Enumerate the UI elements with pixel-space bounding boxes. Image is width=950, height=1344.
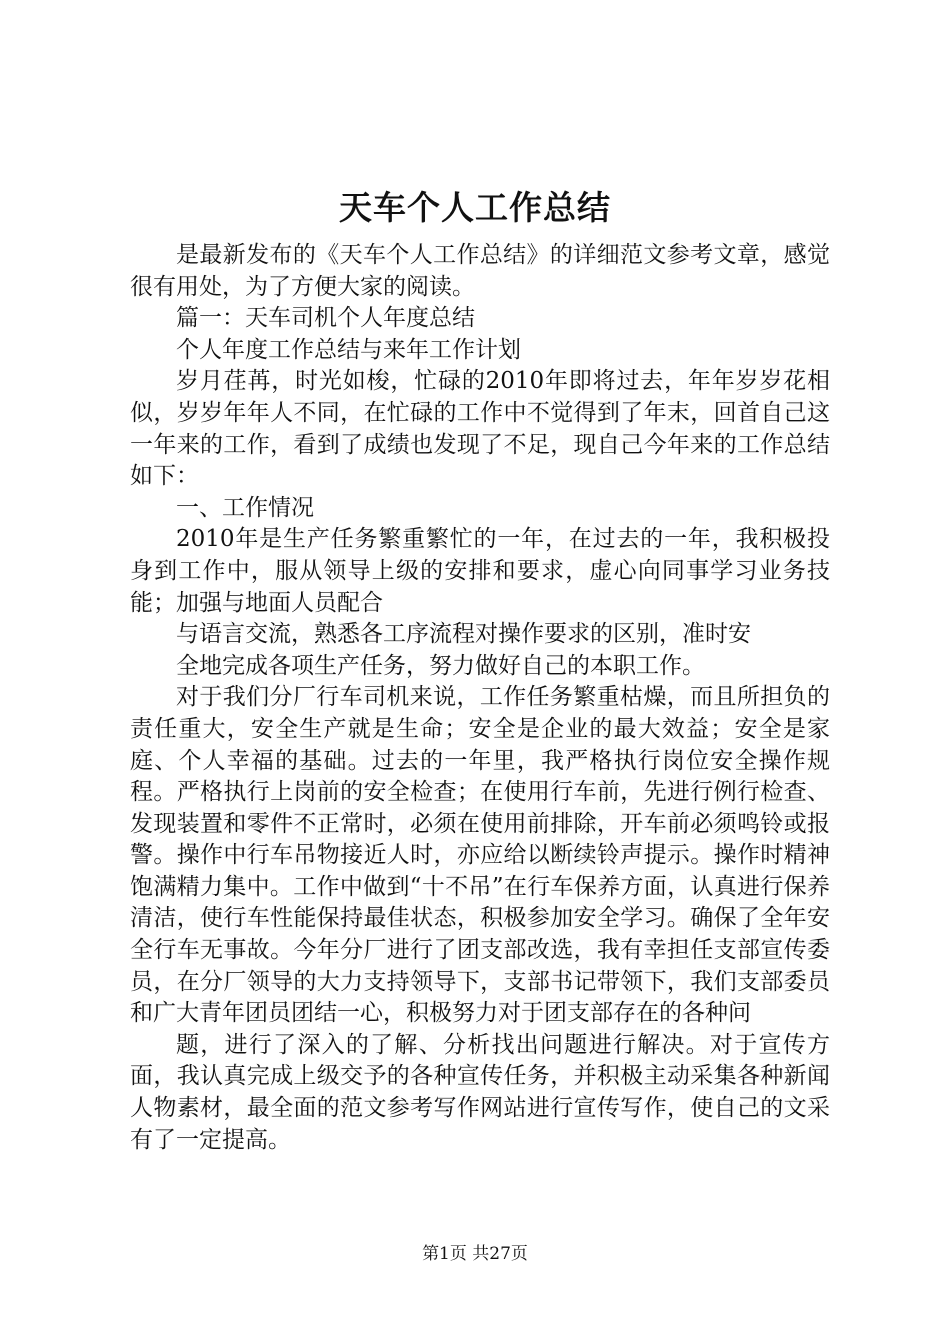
paragraph-safety: 对于我们分厂行车司机来说，工作任务繁重枯燥，而且所担负的责任重大，安全生产就是生命；安全是企业的最大效益；安全是家庭、个人幸福的基础。过去的一年里，我严格执行岗位安全操作规程。严格执行上岗前的安全检查；在使用行车前，先进行例行检查、发现装置和零件不正常时，必须在使用前排除，开车前必须鸣铃或报警。操作中行车吊物接近人时，亦应给以断续铃声提示。操作时精神饱满精力集中。工作中做到“十不吊”在行车保养方面，认真进行保养清洁，使行车性能保持最佳状态，积极参加安全学习。确保了全年安全行车无事故。今年分厂进行了团支部改选，我有幸担任支部宣传委员，在分厂领导的大力支持领导下，支部书记带领下，我们支部委员和广大青年团员团结一心，积极努力对于团支部存在的各种问 — [130, 684, 830, 1027]
paragraph-work-summary: 2010年是生产任务繁重繁忙的一年，在过去的一年，我积极投身到工作中，服从领导上级的安排和要求，虚心向同事学习业务技能；加强与地面人员配合 — [130, 526, 830, 616]
paragraph-subtitle: 个人年度工作总结与来年工作计划 — [176, 336, 521, 363]
document-title: 天车个人工作总结 — [339, 188, 611, 227]
paragraph-work-summary-cont-2: 全地完成各项生产任务，努力做好自己的本职工作。 — [176, 652, 705, 679]
page-footer — [0, 1242, 950, 1266]
page-total: 共27页 — [472, 1244, 528, 1264]
paragraph-publicity: 题，进行了深入的了解、分析找出问题进行解决。对于宣传方面，我认真完成上级交予的各种宣传任务，并积极主动采集各种新闻人物素材，最全面的范文参考写作网站进行宣传写作，使自己的文采有了一定提高。 — [130, 1031, 830, 1153]
page-number: 第1页 — [422, 1244, 467, 1264]
document-body — [130, 240, 830, 1156]
paragraph-work-summary-cont-1: 与语言交流，熟悉各工序流程对操作要求的区别，准时安 — [176, 621, 751, 648]
paragraph-intro: 是最新发布的《天车个人工作总结》的详细范文参考文章，感觉很有用处，为了方便大家的阅读。 — [130, 242, 830, 300]
paragraph-section-heading: 一、工作情况 — [176, 494, 314, 521]
paragraph-opening: 岁月荏苒，时光如梭，忙碌的2010年即将过去，年年岁岁花相似，岁岁年年人不同，在忙碌的工作中不觉得到了年末，回首自己这一年来的工作，看到了成绩也发现了不足，现自己今年来的工作总结如下： — [130, 368, 830, 490]
paragraph-chapter-heading: 篇一：天车司机个人年度总结 — [176, 305, 475, 332]
